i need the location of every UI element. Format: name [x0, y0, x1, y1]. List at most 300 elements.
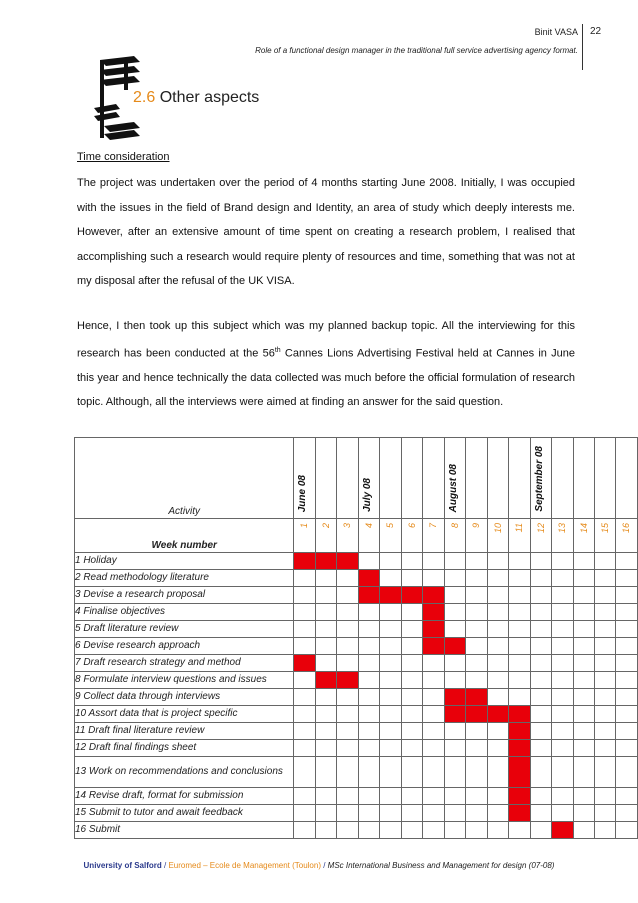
gantt-activity-row	[75, 655, 638, 672]
footer-school: Euromed – Ecole de Management (Toulon)	[168, 861, 321, 870]
gantt-empty-cell	[530, 570, 551, 587]
gantt-empty-cell	[294, 822, 315, 839]
paragraph-2-part-b: Cannes Lions Advertising Festival held at Cannes in June this year and hence technically the data collected was much before the official formulation of research topic. Although, all the interviews were aimed at finding an answer for the said question.	[77, 347, 575, 409]
month-cell	[315, 438, 336, 519]
activity-name: 8 Formulate interview questions and issues	[75, 672, 294, 689]
gantt-empty-cell	[509, 672, 530, 689]
gantt-activity-row	[75, 689, 638, 706]
gantt-empty-cell	[530, 723, 551, 740]
gantt-bar-cell	[552, 822, 573, 839]
gantt-empty-cell	[466, 757, 487, 788]
gantt-empty-cell	[444, 822, 465, 839]
gantt-empty-cell	[594, 689, 615, 706]
activity-name: 7 Draft research strategy and method	[75, 655, 294, 672]
gantt-empty-cell	[552, 706, 573, 723]
gantt-empty-cell	[530, 706, 551, 723]
gantt-empty-cell	[294, 788, 315, 805]
activity-name: 9 Collect data through interviews	[75, 689, 294, 706]
gantt-empty-cell	[573, 587, 594, 604]
gantt-empty-cell	[487, 788, 508, 805]
gantt-empty-cell	[358, 604, 379, 621]
gantt-empty-cell	[358, 805, 379, 822]
gantt-empty-cell	[337, 757, 358, 788]
gantt-empty-cell	[380, 723, 401, 740]
gantt-empty-cell	[530, 604, 551, 621]
week-number-cell	[509, 519, 530, 553]
gantt-empty-cell	[552, 723, 573, 740]
gantt-empty-cell	[487, 570, 508, 587]
activity-name: 6 Devise research approach	[75, 638, 294, 655]
gantt-empty-cell	[380, 621, 401, 638]
gantt-empty-cell	[337, 570, 358, 587]
gantt-empty-cell	[616, 587, 638, 604]
gantt-empty-cell	[466, 638, 487, 655]
gantt-empty-cell	[401, 638, 422, 655]
gantt-empty-cell	[530, 740, 551, 757]
gantt-empty-cell	[380, 788, 401, 805]
gantt-empty-cell	[294, 723, 315, 740]
gantt-empty-cell	[487, 740, 508, 757]
gantt-activity-row	[75, 788, 638, 805]
gantt-empty-cell	[616, 655, 638, 672]
gantt-empty-cell	[401, 689, 422, 706]
gantt-empty-cell	[466, 587, 487, 604]
gantt-bar-cell	[380, 587, 401, 604]
gantt-empty-cell	[444, 604, 465, 621]
gantt-bar-cell	[509, 757, 530, 788]
gantt-empty-cell	[616, 672, 638, 689]
gantt-empty-cell	[530, 689, 551, 706]
gantt-bar-cell	[423, 604, 444, 621]
gantt-empty-cell	[509, 689, 530, 706]
gantt-empty-cell	[337, 788, 358, 805]
week-number: 1	[299, 523, 310, 529]
gantt-bar-cell	[315, 672, 336, 689]
gantt-empty-cell	[315, 757, 336, 788]
gantt-activity-row	[75, 805, 638, 822]
month-cell	[487, 438, 508, 519]
week-number-cell	[401, 519, 422, 553]
gantt-empty-cell	[487, 723, 508, 740]
gantt-empty-cell	[466, 570, 487, 587]
week-number-cell	[616, 519, 638, 553]
gantt-empty-cell	[358, 672, 379, 689]
gantt-empty-cell	[401, 822, 422, 839]
gantt-empty-cell	[294, 587, 315, 604]
gantt-empty-cell	[594, 822, 615, 839]
gantt-empty-cell	[315, 638, 336, 655]
gantt-empty-cell	[380, 570, 401, 587]
gantt-empty-cell	[358, 757, 379, 788]
gantt-empty-cell	[594, 757, 615, 788]
week-number-cell	[552, 519, 573, 553]
gantt-empty-cell	[487, 805, 508, 822]
paragraph-2-part-a: Hence, I then took up this subject which was my planned backup topic. All the interviewing for this research has been conducted at the 56	[77, 320, 575, 360]
gantt-empty-cell	[401, 788, 422, 805]
gantt-empty-cell	[444, 570, 465, 587]
gantt-empty-cell	[616, 788, 638, 805]
gantt-empty-cell	[466, 740, 487, 757]
gantt-empty-cell	[594, 553, 615, 570]
gantt-empty-cell	[573, 740, 594, 757]
gantt-empty-cell	[616, 553, 638, 570]
gantt-activity-row	[75, 822, 638, 839]
gantt-bar-cell	[444, 706, 465, 723]
gantt-empty-cell	[616, 723, 638, 740]
gantt-empty-cell	[401, 706, 422, 723]
month-cell	[530, 438, 551, 519]
gantt-empty-cell	[315, 805, 336, 822]
gantt-empty-cell	[594, 587, 615, 604]
gantt-empty-cell	[573, 788, 594, 805]
gantt-empty-cell	[594, 672, 615, 689]
gantt-empty-cell	[423, 822, 444, 839]
gantt-empty-cell	[594, 621, 615, 638]
gantt-empty-cell	[423, 706, 444, 723]
gantt-empty-cell	[616, 638, 638, 655]
gantt-empty-cell	[401, 805, 422, 822]
gantt-bar-cell	[294, 655, 315, 672]
gantt-empty-cell	[487, 604, 508, 621]
week-number: 11	[514, 523, 525, 533]
week-number: 15	[599, 523, 610, 534]
gantt-empty-cell	[530, 553, 551, 570]
gantt-activity-row	[75, 604, 638, 621]
week-number: 8	[449, 523, 460, 529]
gantt-empty-cell	[423, 788, 444, 805]
gantt-week-row	[75, 519, 638, 553]
gantt-empty-cell	[358, 689, 379, 706]
gantt-empty-cell	[401, 604, 422, 621]
gantt-empty-cell	[380, 638, 401, 655]
gantt-bar-cell	[337, 672, 358, 689]
activity-name: 14 Revise draft, format for submission	[75, 788, 294, 805]
gantt-bar-cell	[509, 706, 530, 723]
week-number-cell	[530, 519, 551, 553]
gantt-empty-cell	[509, 587, 530, 604]
gantt-empty-cell	[530, 672, 551, 689]
gantt-empty-cell	[509, 822, 530, 839]
gantt-empty-cell	[573, 638, 594, 655]
month-cell	[466, 438, 487, 519]
gantt-bar-cell	[358, 570, 379, 587]
month-cell	[294, 438, 315, 519]
gantt-empty-cell	[466, 788, 487, 805]
gantt-bar-cell	[423, 638, 444, 655]
gantt-empty-cell	[573, 621, 594, 638]
gantt-empty-cell	[552, 587, 573, 604]
gantt-empty-cell	[315, 570, 336, 587]
footer-separator-1: /	[161, 861, 169, 870]
week-number: 3	[342, 523, 353, 529]
gantt-bar-cell	[487, 706, 508, 723]
gantt-empty-cell	[294, 740, 315, 757]
gantt-empty-cell	[552, 805, 573, 822]
week-number: 6	[406, 523, 417, 529]
subheading: Time consideration	[77, 151, 170, 163]
gantt-empty-cell	[552, 788, 573, 805]
footer-separator-2: /	[320, 861, 328, 870]
gantt-empty-cell	[594, 706, 615, 723]
month-label: July 08	[361, 478, 373, 512]
gantt-empty-cell	[315, 822, 336, 839]
footer-programme: MSc International Business and Management for design (07-08)	[327, 861, 555, 870]
gantt-empty-cell	[315, 587, 336, 604]
activity-name: 4 Finalise objectives	[75, 604, 294, 621]
week-number: 9	[471, 523, 482, 529]
gantt-empty-cell	[573, 672, 594, 689]
gantt-empty-cell	[552, 672, 573, 689]
gantt-empty-cell	[530, 638, 551, 655]
gantt-empty-cell	[487, 553, 508, 570]
gantt-empty-cell	[337, 740, 358, 757]
gantt-empty-cell	[294, 604, 315, 621]
header-title: Role of a functional design manager in the traditional full service advertising agency format.	[255, 46, 578, 55]
activity-name: 10 Assort data that is project specific	[75, 706, 294, 723]
gantt-empty-cell	[509, 621, 530, 638]
gantt-empty-cell	[573, 604, 594, 621]
month-label: June 08	[297, 474, 309, 512]
gantt-empty-cell	[444, 553, 465, 570]
gantt-activity-row	[75, 570, 638, 587]
gantt-empty-cell	[380, 805, 401, 822]
gantt-empty-cell	[401, 570, 422, 587]
gantt-empty-cell	[509, 553, 530, 570]
gantt-bar-cell	[444, 638, 465, 655]
gantt-empty-cell	[337, 706, 358, 723]
gantt-empty-cell	[552, 757, 573, 788]
paragraph-2	[77, 314, 575, 415]
gantt-empty-cell	[315, 689, 336, 706]
footer	[0, 861, 638, 870]
gantt-empty-cell	[616, 757, 638, 788]
gantt-empty-cell	[358, 621, 379, 638]
gantt-empty-cell	[294, 757, 315, 788]
week-number-cell	[444, 519, 465, 553]
gantt-empty-cell	[552, 655, 573, 672]
gantt-empty-cell	[423, 805, 444, 822]
gantt-empty-cell	[294, 706, 315, 723]
gantt-empty-cell	[466, 723, 487, 740]
gantt-empty-cell	[380, 740, 401, 757]
gantt-empty-cell	[573, 655, 594, 672]
gantt-empty-cell	[530, 757, 551, 788]
gantt-empty-cell	[466, 655, 487, 672]
gantt-empty-cell	[337, 822, 358, 839]
gantt-empty-cell	[358, 706, 379, 723]
gantt-empty-cell	[444, 723, 465, 740]
gantt-empty-cell	[358, 788, 379, 805]
gantt-empty-cell	[594, 740, 615, 757]
month-cell	[401, 438, 422, 519]
gantt-empty-cell	[401, 740, 422, 757]
gantt-empty-cell	[294, 689, 315, 706]
gantt-empty-cell	[315, 788, 336, 805]
week-number-cell	[594, 519, 615, 553]
gantt-empty-cell	[444, 621, 465, 638]
week-number-cell	[423, 519, 444, 553]
gantt-empty-cell	[358, 822, 379, 839]
week-number: 5	[385, 523, 396, 529]
month-cell	[616, 438, 638, 519]
gantt-bar-cell	[509, 805, 530, 822]
gantt-bar-cell	[401, 587, 422, 604]
week-number-cell	[337, 519, 358, 553]
week-number-cell	[487, 519, 508, 553]
gantt-activity-row	[75, 638, 638, 655]
week-number: 10	[492, 523, 503, 534]
gantt-empty-cell	[573, 706, 594, 723]
week-number-header: Week number	[75, 519, 294, 553]
gantt-bar-cell	[294, 553, 315, 570]
gantt-empty-cell	[315, 655, 336, 672]
section-number: 2.6	[133, 89, 156, 106]
gantt-empty-cell	[552, 689, 573, 706]
gantt-bar-cell	[509, 740, 530, 757]
gantt-empty-cell	[466, 822, 487, 839]
gantt-empty-cell	[466, 604, 487, 621]
activity-name: 11 Draft final literature review	[75, 723, 294, 740]
gantt-empty-cell	[616, 604, 638, 621]
gantt-empty-cell	[487, 621, 508, 638]
week-number-cell	[380, 519, 401, 553]
week-number: 2	[320, 523, 331, 529]
gantt-bar-cell	[315, 553, 336, 570]
gantt-empty-cell	[380, 672, 401, 689]
gantt-empty-cell	[509, 638, 530, 655]
gantt-activity-row	[75, 587, 638, 604]
month-cell	[594, 438, 615, 519]
month-cell	[552, 438, 573, 519]
activity-name: 16 Submit	[75, 822, 294, 839]
gantt-empty-cell	[530, 822, 551, 839]
gantt-empty-cell	[487, 655, 508, 672]
gantt-empty-cell	[530, 621, 551, 638]
gantt-empty-cell	[509, 655, 530, 672]
week-number-cell	[466, 519, 487, 553]
gantt-empty-cell	[294, 805, 315, 822]
gantt-empty-cell	[423, 723, 444, 740]
gantt-empty-cell	[337, 638, 358, 655]
gantt-empty-cell	[552, 553, 573, 570]
gantt-empty-cell	[573, 553, 594, 570]
gantt-empty-cell	[487, 638, 508, 655]
gantt-empty-cell	[573, 723, 594, 740]
gantt-empty-cell	[466, 672, 487, 689]
gantt-empty-cell	[616, 706, 638, 723]
gantt-empty-cell	[573, 805, 594, 822]
gantt-bar-cell	[423, 621, 444, 638]
gantt-empty-cell	[444, 587, 465, 604]
gantt-empty-cell	[487, 689, 508, 706]
gantt-empty-cell	[401, 723, 422, 740]
month-cell	[380, 438, 401, 519]
gantt-empty-cell	[616, 740, 638, 757]
gantt-bar-cell	[466, 706, 487, 723]
gantt-empty-cell	[401, 672, 422, 689]
gantt-empty-cell	[358, 740, 379, 757]
month-cell	[573, 438, 594, 519]
gantt-empty-cell	[423, 689, 444, 706]
gantt-empty-cell	[594, 805, 615, 822]
gantt-empty-cell	[616, 621, 638, 638]
gantt-empty-cell	[423, 740, 444, 757]
gantt-empty-cell	[315, 604, 336, 621]
week-number: 13	[557, 523, 568, 534]
activity-name: 12 Draft final findings sheet	[75, 740, 294, 757]
gantt-empty-cell	[401, 655, 422, 672]
gantt-empty-cell	[358, 655, 379, 672]
gantt-empty-cell	[616, 805, 638, 822]
activity-header: Activity	[75, 438, 294, 519]
week-number: 4	[363, 523, 374, 529]
gantt-empty-cell	[573, 757, 594, 788]
gantt-empty-cell	[337, 604, 358, 621]
gantt-empty-cell	[552, 638, 573, 655]
gantt-empty-cell	[380, 757, 401, 788]
gantt-activity-row	[75, 706, 638, 723]
gantt-empty-cell	[530, 587, 551, 604]
gantt-empty-cell	[294, 638, 315, 655]
gantt-empty-cell	[315, 706, 336, 723]
month-cell	[423, 438, 444, 519]
gantt-empty-cell	[487, 587, 508, 604]
gantt-empty-cell	[530, 805, 551, 822]
gantt-empty-cell	[616, 570, 638, 587]
footer-university: University of Salford	[83, 861, 162, 870]
gantt-empty-cell	[337, 621, 358, 638]
week-number: 14	[578, 523, 589, 534]
gantt-bar-cell	[466, 689, 487, 706]
gantt-empty-cell	[337, 723, 358, 740]
gantt-empty-cell	[509, 570, 530, 587]
gantt-empty-cell	[466, 553, 487, 570]
activity-name: 13 Work on recommendations and conclusions	[75, 757, 294, 788]
paragraph-2-superscript: th	[274, 346, 281, 354]
gantt-empty-cell	[315, 621, 336, 638]
activity-name: 15 Submit to tutor and await feedback	[75, 805, 294, 822]
gantt-bar-cell	[337, 553, 358, 570]
gantt-empty-cell	[337, 805, 358, 822]
gantt-empty-cell	[552, 604, 573, 621]
month-cell	[509, 438, 530, 519]
week-number-cell	[315, 519, 336, 553]
gantt-empty-cell	[380, 553, 401, 570]
gantt-empty-cell	[444, 672, 465, 689]
gantt-empty-cell	[487, 672, 508, 689]
gantt-empty-cell	[530, 788, 551, 805]
gantt-empty-cell	[423, 757, 444, 788]
week-number: 7	[428, 523, 439, 529]
gantt-bar-cell	[509, 723, 530, 740]
gantt-empty-cell	[573, 689, 594, 706]
gantt-month-row	[75, 438, 638, 519]
gantt-empty-cell	[573, 570, 594, 587]
gantt-empty-cell	[358, 638, 379, 655]
gantt-empty-cell	[594, 788, 615, 805]
section-heading	[133, 89, 259, 107]
gantt-empty-cell	[294, 621, 315, 638]
gantt-empty-cell	[337, 655, 358, 672]
gantt-empty-cell	[423, 672, 444, 689]
header-author: Binit VASA	[534, 27, 578, 37]
gantt-empty-cell	[337, 587, 358, 604]
gantt-empty-cell	[380, 604, 401, 621]
month-label: August 08	[447, 463, 459, 512]
gantt-empty-cell	[423, 655, 444, 672]
gantt-empty-cell	[509, 604, 530, 621]
gantt-empty-cell	[594, 655, 615, 672]
